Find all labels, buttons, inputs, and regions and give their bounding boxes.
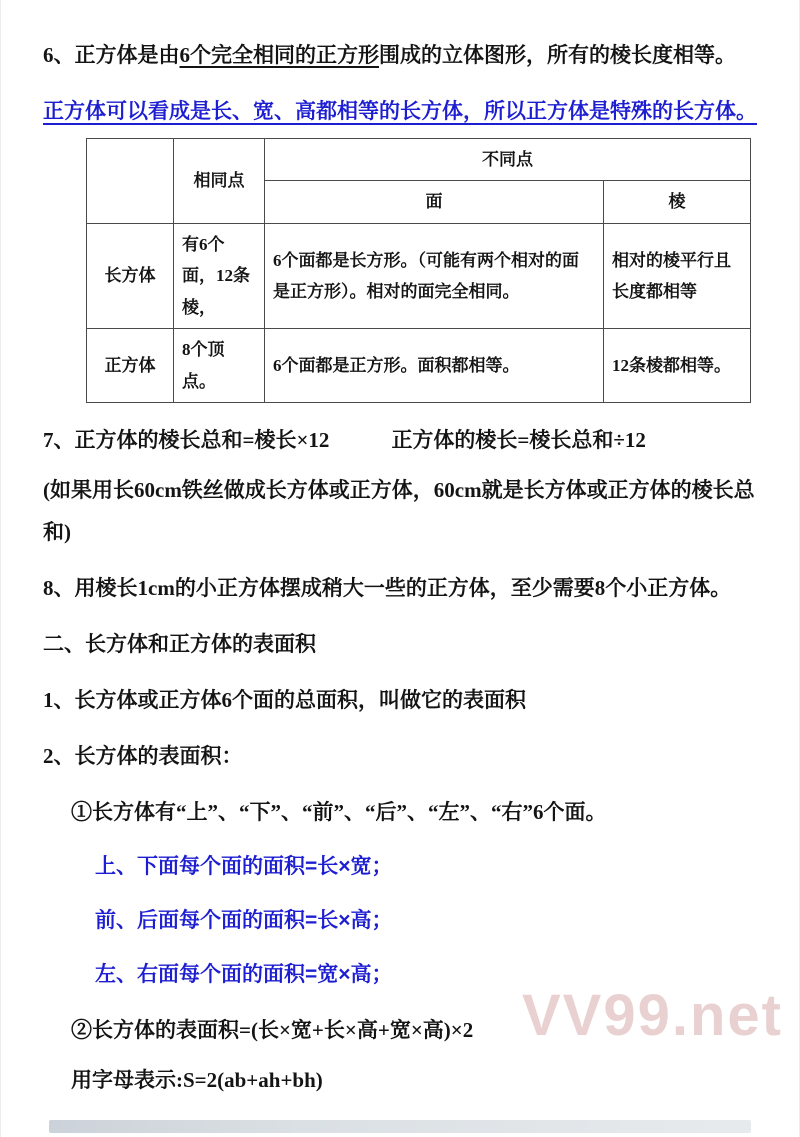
table-header-edge: 棱: [604, 181, 751, 223]
item-6-pre: 6、正方体是由: [43, 43, 180, 67]
item-7-note: (如果用长60cm铁丝做成长方体或正方体，60cm就是长方体或正方体的棱长总和): [43, 478, 755, 545]
document-page: [1, 0, 799, 1101]
cuboid-label-cell: 长方体: [87, 223, 174, 328]
table-row-cuboid: [87, 223, 751, 328]
section-2-title: 二、长方体和正方体的表面积: [43, 632, 316, 657]
cube-same-cell: 8个顶点。: [174, 329, 265, 403]
item-8: 8、用棱长1cm的小正方体摆成稍大一些的正方体，至少需要8个小正方体。: [43, 576, 732, 601]
table-header-row: [87, 139, 751, 181]
blue-note-cube-special-cuboid: 正方体可以看成是长、宽、高都相等的长方体，所以正方体是特殊的长方体。: [43, 99, 757, 123]
table-header-face: 面: [265, 181, 604, 223]
cube-edge-cell: 12条棱都相等。: [604, 329, 751, 403]
item-6: [43, 34, 759, 76]
cuboid-edge-cell: 相对的棱平行且长度都相等: [604, 223, 751, 328]
blue-formula-front-back: 前、后面每个面的面积=长×高；: [95, 908, 393, 932]
comparison-table: [86, 138, 751, 403]
item-6-post: 围成的立体图形，所有的棱长度相等。: [379, 43, 736, 67]
letter-formula: 用字母表示:S=2(ab+ah+bh): [71, 1067, 323, 1092]
cuboid-same-cell: 有6个面，12条棱，: [174, 223, 265, 328]
table-row-cube: [87, 329, 751, 403]
item-7: [43, 419, 759, 461]
blue-formula-left-right: 左、右面每个面的面积=宽×高；: [95, 962, 393, 986]
item-6-underlined: 6个完全相同的正方形: [179, 43, 379, 67]
cuboid-face-cell: 6个面都是长方形。（可能有两个相对的面是正方形）。相对的面完全相同。: [265, 223, 604, 328]
section-2-sub-2: ②长方体的表面积=(长×宽+长×高+宽×高)×2: [71, 1017, 474, 1042]
blue-formula-top-bottom: 上、下面每个面的面积=长×宽；: [95, 855, 393, 879]
table-header-same: 相同点: [174, 139, 265, 224]
watermark: VV99.net: [522, 983, 783, 1048]
cube-face-cell: 6个面都是正方形。面积都相等。: [265, 329, 604, 403]
item-7-formula-total: 7、正方体的棱长总和=棱长×12: [43, 428, 330, 453]
section-2-point-1: 1、长方体或正方体6个面的总面积，叫做它的表面积: [43, 688, 526, 713]
cube-label-cell: 正方体: [87, 329, 174, 403]
section-2-point-2: 2、长方体的表面积：: [43, 744, 243, 769]
table-header-different: 不同点: [265, 139, 751, 181]
table-corner-cell: [87, 139, 174, 224]
section-2-sub-1: ①长方体有“上”、“下”、“前”、“后”、“左”、“右”6个面。: [71, 800, 607, 825]
item-7-formula-edge: 正方体的棱长=棱长总和÷12: [391, 428, 646, 453]
footer-strip: [49, 1120, 751, 1133]
